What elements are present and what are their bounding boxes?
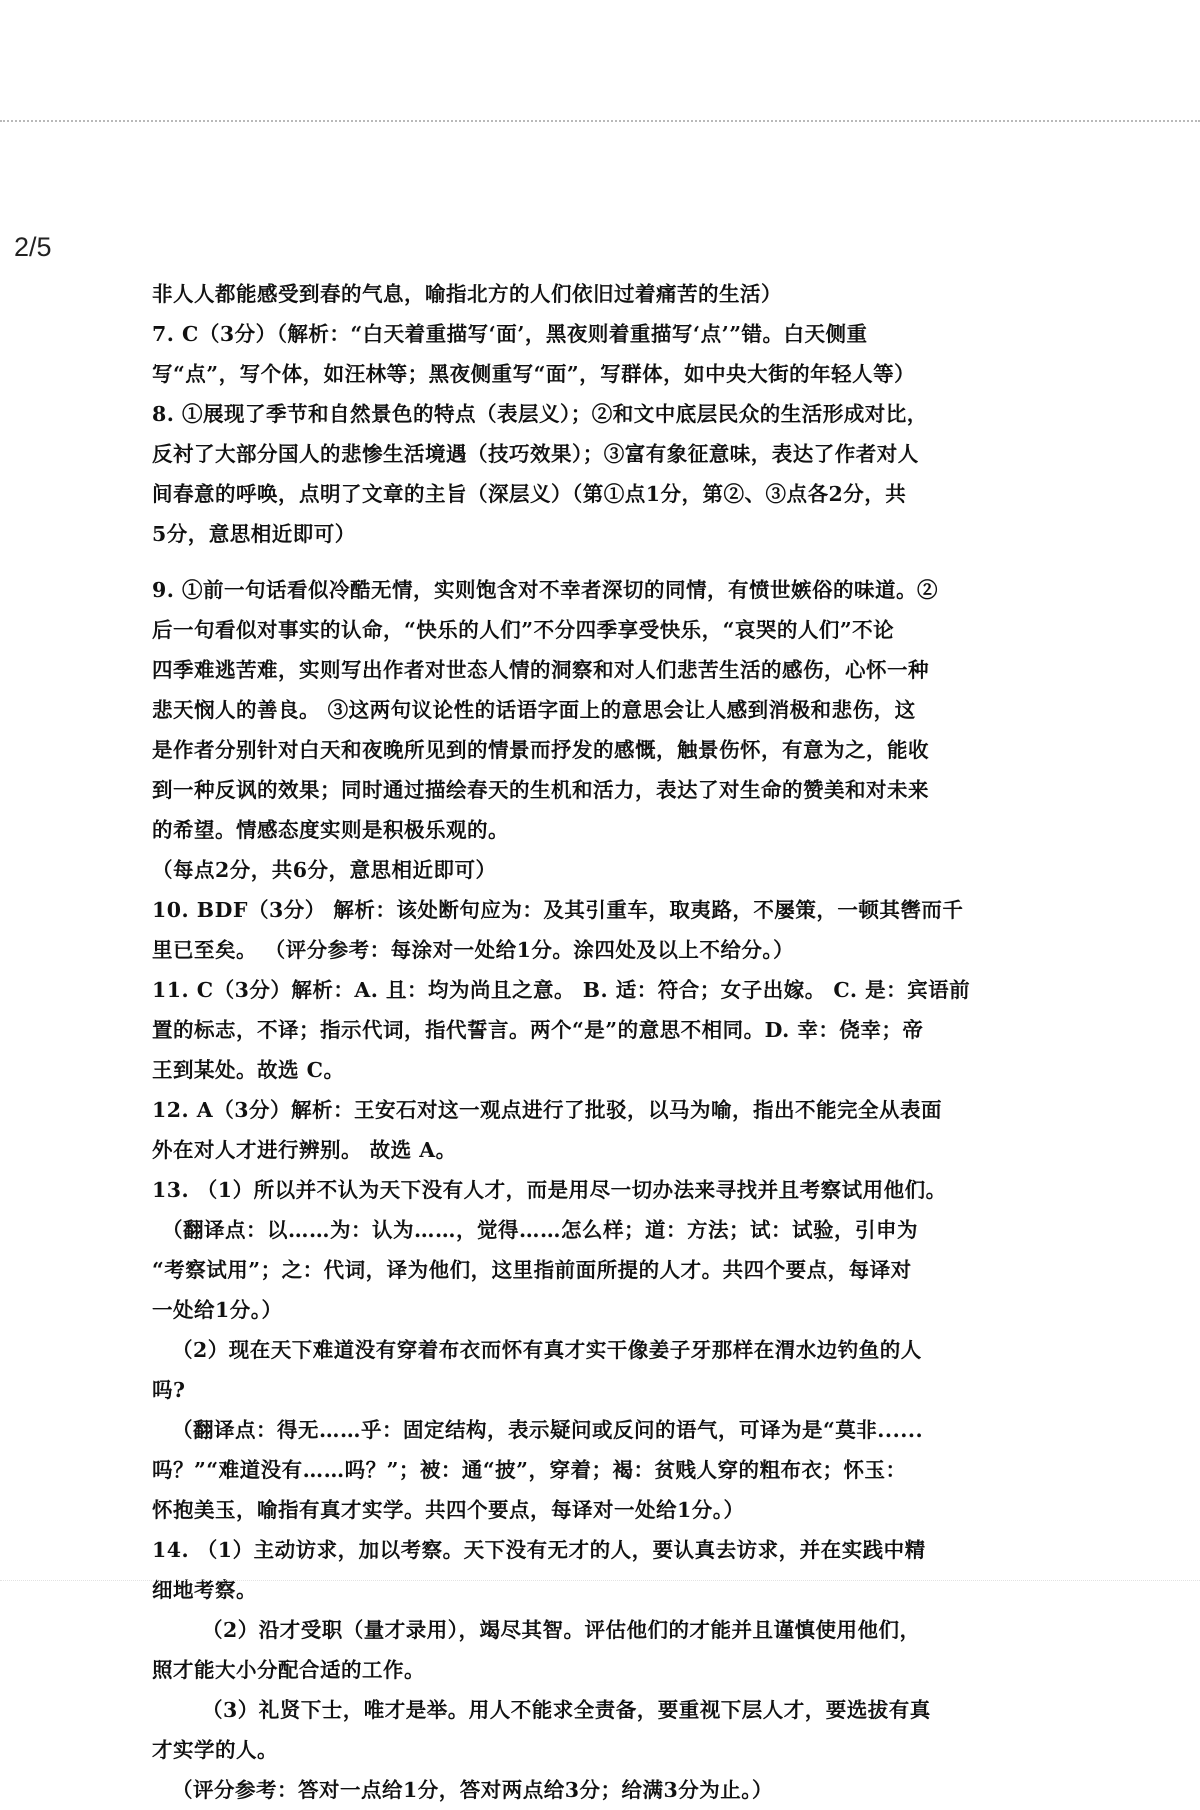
- text-line: 到一种反讽的效果；同时通过描绘春天的生机和活力，表达了对生命的赞美和对未来: [152, 778, 929, 802]
- text-line: 细地考察。: [152, 1578, 257, 1602]
- text-line: 才实学的人。: [152, 1738, 278, 1762]
- text-line: 5分，意思相近即可）: [152, 522, 356, 546]
- bottom-page-divider: [0, 1580, 1200, 1581]
- text-line: 是作者分别针对白天和夜晚所见到的情景而抒发的感慨，触景伤怀，有意为之，能收: [152, 738, 929, 762]
- text-line: 间春意的呼唤，点明了文章的主旨（深层义）（第①点1分，第②、③点各2分，共: [152, 482, 907, 506]
- text-line: （3）礼贤下士，唯才是举。用人不能求全责备，要重视下层人才，要选拔有真: [202, 1698, 931, 1722]
- text-line: （2）沿才受职（量才录用），竭尽其智。评估他们的才能并且谨慎使用他们，: [202, 1618, 921, 1642]
- text-line: 的希望。情感态度实则是积极乐观的。: [152, 818, 509, 842]
- text-line: 一处给1分。）: [152, 1298, 283, 1322]
- text-line: （评分参考：答对一点给1分，答对两点给3分；给满3分为止。）: [172, 1778, 774, 1802]
- text-line: （翻译点：得无……乎：固定结构，表示疑问或反问的语气，可译为是“莫非......: [172, 1418, 924, 1442]
- text-line: 照才能大小分配合适的工作。: [152, 1658, 425, 1682]
- text-line: 反衬了大部分国人的悲惨生活境遇（技巧效果）；③富有象征意味，表达了作者对人: [152, 442, 919, 466]
- q7-line: 7. C（3分）（解析：“白天着重描写‘面’，黑夜则着重描写‘点’”错。白天侧重: [152, 322, 868, 346]
- text-line: （翻译点：以……为：认为……，觉得……怎么样；道：方法；试：试验，引申为: [162, 1218, 918, 1242]
- text-line: （每点2分，共6分，意思相近即可）: [152, 858, 497, 882]
- text-line: （2）现在天下难道没有穿着布衣而怀有真才实干像姜子牙那样在渭水边钓鱼的人: [172, 1338, 922, 1362]
- text-line: 悲天悯人的善良。 ③这两句议论性的话语字面上的意思会让人感到消极和悲伤，这: [152, 698, 916, 722]
- text-line: 后一句看似对事实的认命，“快乐的人们”不分四季享受快乐，“哀哭的人们”不论: [152, 618, 895, 642]
- paragraph-gap: [152, 554, 1024, 570]
- text-line: 置的标志，不译；指示代词，指代誓言。两个“是”的意思不相同。D. 幸：侥幸；帝: [152, 1018, 924, 1042]
- text-line: 四季难逃苦难，实则写出作者对世态人情的洞察和对人们悲苦生活的感伤，心怀一种: [152, 658, 929, 682]
- text-line: 吗？”“难道没有……吗？”；被：通“披”，穿着；褐：贫贱人穿的粗布衣；怀玉：: [152, 1458, 907, 1482]
- q11-line: 11. C（3分）解析：A. 且：均为尚且之意。 B. 适：符合；女子出嫁。 C. 是：宾语前: [152, 978, 971, 1002]
- q8-line: 8. ①展现了季节和自然景色的特点（表层义）；②和文中底层民众的生活形成对比，: [152, 402, 928, 426]
- page-number: 2/5: [14, 232, 52, 262]
- q9-line: 9. ①前一句话看似冷酷无情，实则饱含对不幸者深切的同情，有愤世嫉俗的味道。②: [152, 578, 939, 602]
- q14-line: 14. （1）主动访求，加以考察。天下没有无才的人，要认真去访求，并在实践中精: [152, 1538, 926, 1562]
- text-line: 王到某处。故选 C。: [152, 1058, 345, 1082]
- q13-line: 13. （1）所以并不认为天下没有人才，而是用尽一切办法来寻找并且考察试用他们。: [152, 1178, 947, 1202]
- q12-line: 12. A（3分）解析：王安石对这一观点进行了批驳，以马为喻，指出不能完全从表面: [152, 1098, 942, 1122]
- text-line: 里已至矣。 （评分参考：每涂对一处给1分。涂四处及以上不给分。）: [152, 938, 795, 962]
- text-line: 非人人都能感受到春的气息，喻指北方的人们依旧过着痛苦的生活）: [152, 282, 782, 306]
- text-line: 外在对人才进行辨别。 故选 A。: [152, 1138, 457, 1162]
- text-line: 写“点”，写个体，如汪林等；黑夜侧重写“面”，写群体，如中央大街的年轻人等）: [152, 362, 916, 386]
- text-line: “考察试用”；之：代词，译为他们，这里指前面所提的人才。共四个要点，每译对: [152, 1258, 912, 1282]
- q10-line: 10. BDF（3分） 解析：该处断句应为：及其引重车，取夷路，不屡策，一顿其辔而千: [152, 898, 964, 922]
- text-line: 吗?: [152, 1378, 186, 1402]
- text-line: 怀抱美玉，喻指有真才实学。共四个要点，每译对一处给1分。）: [152, 1498, 745, 1522]
- top-page-divider: [0, 120, 1200, 122]
